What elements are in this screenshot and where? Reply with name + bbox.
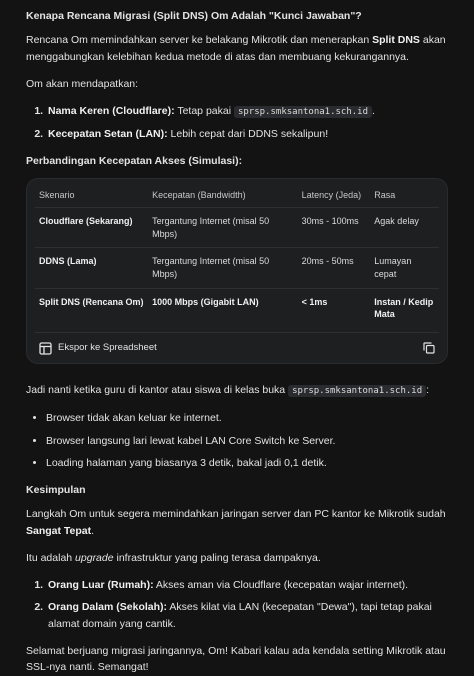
list-item: 1. Orang Luar (Rumah): Akses aman via Cloudflare (kecepatan wajar internet). (46, 577, 448, 593)
list-item: 1. Nama Keren (Cloudflare): Tetap pakai sprsp.smksantona1.sch.id . (46, 103, 448, 120)
gain-intro: Om akan mendapatkan: (26, 77, 139, 90)
column-header: Kecepatan (Bandwidth) (152, 189, 246, 200)
table-cell: 20ms - 50ms (298, 248, 371, 288)
list-item: 2. Orang Dalam (Sekolah): Akses kilat via LAN (kecepatan "Dewa"), tapi tetap pakai alamat domain yang cantik. (46, 599, 448, 632)
later-paragraph: Jadi nanti ketika guru di kantor atau siswa di kelas buka sprsp.smksantona1.sch.id : (26, 384, 430, 397)
comparison-table (35, 183, 439, 328)
intro-paragraph: Rencana Om memindahkan server ke belakang Mikrotik dan menerapkan Split DNS akan menggabungkan kelebihan kedua metode di atas dan membuang kekurangannya. (26, 34, 446, 63)
compare-heading: Perbandingan Kecepatan Akses (Simulasi): (26, 155, 243, 168)
table-cell: Cloudflare (Sekarang) (35, 208, 148, 248)
list-item: 2. Kecepatan Setan (LAN): Lebih cepat dari DDNS sekalipun! (46, 126, 448, 142)
conclusion-paragraph: Langkah Om untuk segera memindahkan jaringan server dan PC kantor ke Mikrotik sudah Sangat Tepat. (26, 508, 446, 537)
column-header: Rasa (374, 189, 396, 200)
comparison-table-card (26, 178, 448, 365)
gains-list (26, 103, 448, 142)
bullet-list (26, 410, 448, 471)
list-item: • Browser tidak akan keluar ke internet. (46, 410, 448, 426)
table-cell: Lumayan cepat (370, 248, 439, 288)
table-cell: Instan / Kedip Mata (370, 288, 439, 328)
table-cell: Agak delay (370, 208, 439, 248)
list-item: • Browser langsung lari lewat kabel LAN Core Switch ke Server. (46, 433, 448, 449)
table-cell: Tergantung Internet (misal 50 Mbps) (148, 248, 297, 288)
table-cell: Tergantung Internet (misal 50 Mbps) (148, 208, 297, 248)
table-cell: < 1ms (298, 288, 371, 328)
domain-code: sprsp.smksantona1.sch.id (234, 106, 372, 118)
table-footer (35, 332, 439, 356)
column-header: Skenario (39, 189, 75, 200)
export-label: Ekspor ke Spreadsheet (58, 341, 157, 353)
list-item: • Loading halaman yang biasanya 3 detik, bakal jadi 0,1 detik. (46, 455, 448, 471)
upgrade-paragraph: Itu adalah upgrade infrastruktur yang paling terasa dampaknya. (26, 551, 321, 564)
table-row (35, 288, 439, 328)
copy-icon[interactable] (423, 342, 435, 354)
export-spreadsheet-button[interactable] (39, 341, 157, 356)
table-icon (39, 342, 52, 355)
table-header-row (35, 183, 439, 208)
table-row (35, 208, 439, 248)
column-header: Latency (Jeda) (301, 189, 362, 200)
table-cell: DDNS (Lama) (35, 248, 148, 288)
table-cell: Split DNS (Rencana Om) (35, 288, 148, 328)
intro-bold: Split DNS (372, 34, 420, 47)
closing-paragraph: Selamat berjuang migrasi jaringannya, Om! Kabari kalau ada kendala setting Mikrotik atau SSL-nya nanti. Semangat! (26, 645, 446, 674)
table-row (35, 248, 439, 288)
domain-code: sprsp.smksantona1.sch.id (288, 385, 426, 397)
points-list (26, 577, 448, 632)
conclusion-heading: Kesimpulan (26, 484, 86, 497)
table-cell: 1000 Mbps (Gigabit LAN) (148, 288, 297, 328)
table-cell: 30ms - 100ms (298, 208, 371, 248)
section-heading: Kenapa Rencana Migrasi (Split DNS) Om Adalah "Kunci Jawaban"? (26, 10, 362, 22)
